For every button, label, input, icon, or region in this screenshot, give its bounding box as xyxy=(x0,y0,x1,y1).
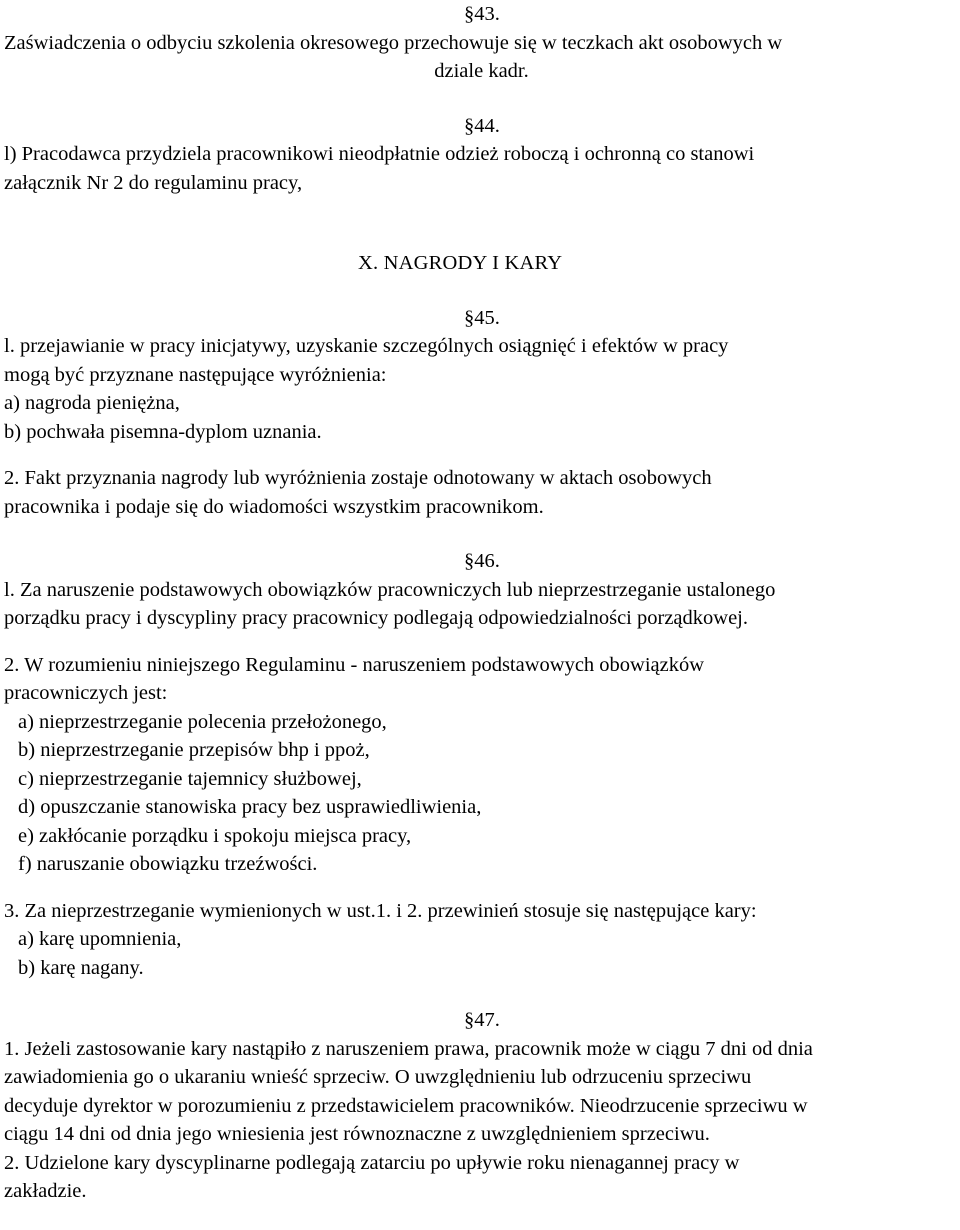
section-47-p1-line-3: decyduje dyrektor w porozumieniu z przedstawicielem pracowników. Nieodrzucenie sprzeciwu w xyxy=(4,1094,808,1117)
section-45-label: §45. xyxy=(464,306,500,329)
section-43-text-line-1: Zaświadczenia o odbyciu szkolenia okresowego przechowuje się w teczkach akt osobowych w xyxy=(4,31,783,54)
section-46-label: §46. xyxy=(464,550,500,572)
section-47-p2-line-1: 2. Udzielone kary dyscyplinarne podlegają zatarciu po upływie roku nienagannej pracy w xyxy=(4,1151,740,1174)
section-45-p1-item-b: b) pochwała pisemna-dyplom uznania. xyxy=(4,420,322,443)
section-44-text-line-2: załącznik Nr 2 do regulaminu pracy, xyxy=(4,171,303,194)
section-47-p1-line-2: zawiadomienia go o ukaraniu wnieść sprzeciw. O uwzględnieniu lub odrzuceniu sprzeciwu xyxy=(4,1066,752,1088)
list-item: b) nieprzestrzeganie przepisów bhp i ppoż, xyxy=(18,739,370,761)
section-47-p1-line-4: ciągu 14 dni od dnia jego wniesienia jest równoznaczne z uwzględnieniem sprzeciwu. xyxy=(4,1123,710,1145)
section-46-p2-line-1: 2. W rozumieniu niniejszego Regulaminu - naruszeniem podstawowych obowiązków xyxy=(4,653,705,676)
section-43-text-line-2: dziale kadr. xyxy=(434,60,529,82)
section-45-p2-line-2: pracownika i podaje się do wiadomości wszystkim pracownikom. xyxy=(4,495,544,518)
section-47-p2-line-2: zakładzie. xyxy=(4,1180,87,1202)
section-45-p1-line-2: mogą być przyznane następujące wyróżnienia: xyxy=(4,363,387,386)
chapter-heading: X. NAGRODY I KARY xyxy=(358,252,563,274)
list-item: f) naruszanie obowiązku trzeźwości. xyxy=(18,853,318,875)
section-46-p3-item-b: b) karę nagany. xyxy=(18,956,144,979)
section-46-p3-item-a: a) karę upomnienia, xyxy=(18,928,182,950)
list-item: d) opuszczanie stanowiska pracy bez usprawiedliwienia, xyxy=(18,796,482,818)
section-45-p1-line-1: l. przejawianie w pracy inicjatywy, uzyskanie szczególnych osiągnięć i efektów w pracy xyxy=(4,335,729,357)
section-45-p2-line-1: 2. Fakt przyznania nagrody lub wyróżnienia zostaje odnotowany w aktach osobowych xyxy=(4,467,712,489)
section-47-label: §47. xyxy=(464,1009,500,1031)
section-46-p1-line-2: porządku pracy i dyscypliny pracy pracownicy podlegają odpowiedzialności porządkowej. xyxy=(4,607,749,629)
section-43-label: §43. xyxy=(464,3,500,25)
section-47-p1-line-1: 1. Jeżeli zastosowanie kary nastąpiło z naruszeniem prawa, pracownik może w ciągu 7 dni od dnia xyxy=(4,1037,813,1060)
section-45-p1-item-a: a) nagroda pieniężna, xyxy=(4,392,180,414)
section-44-text-line-1: l) Pracodawca przydziela pracownikowi nieodpłatnie odzież roboczą i ochronną co stanowi xyxy=(4,143,755,165)
section-46-p1-line-1: l. Za naruszenie podstawowych obowiązków pracowniczych lub nieprzestrzeganie ustalonego xyxy=(4,578,776,601)
list-item: a) nieprzestrzeganie polecenia przełożonego, xyxy=(18,710,387,733)
section-46-p2-line-2: pracowniczych jest: xyxy=(4,682,168,704)
section-46-p3-line-1: 3. Za nieprzestrzeganie wymienionych w ust.1. i 2. przewinień stosuje się następujące kary: xyxy=(4,899,757,922)
section-44-label: §44. xyxy=(464,114,500,137)
document-page xyxy=(4,0,959,1206)
list-item: e) zakłócanie porządku i spokoju miejsca pracy, xyxy=(18,824,412,847)
list-item: c) nieprzestrzeganie tajemnicy służbowej, xyxy=(18,767,362,790)
